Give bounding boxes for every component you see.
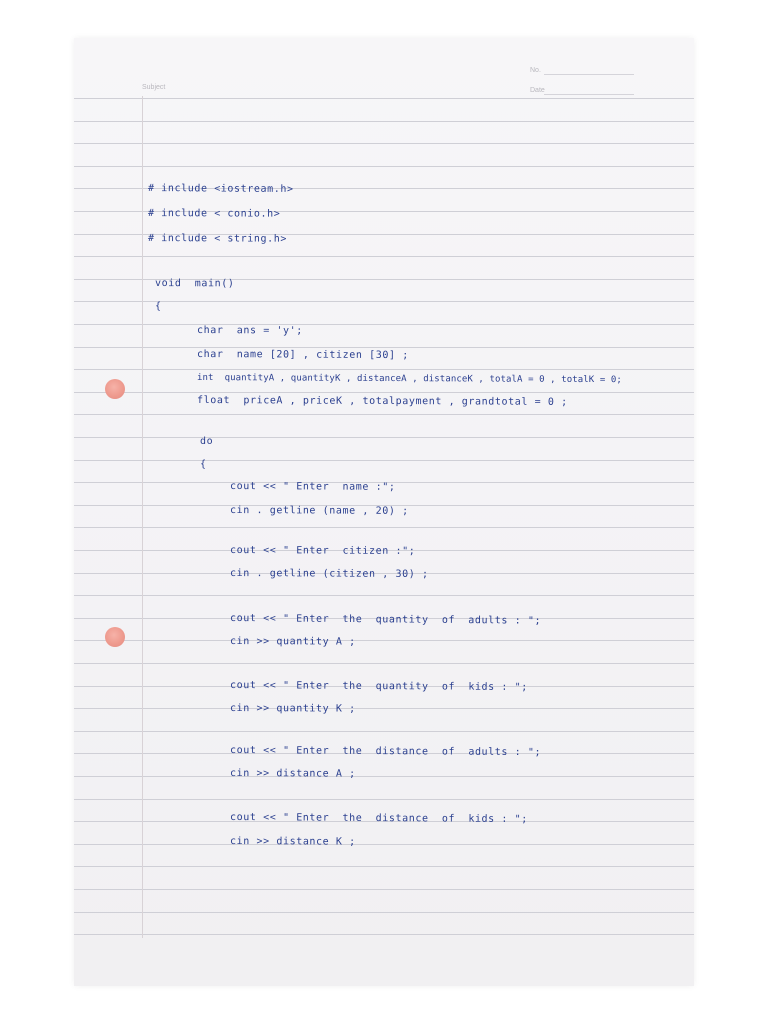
date-field-line [544, 94, 634, 95]
ruled-line [74, 121, 694, 122]
punch-hole-top [105, 379, 125, 399]
code-line-cout-distance-kids: cout << " Enter the distance of kids : "; [229, 812, 528, 826]
ruled-line [74, 347, 694, 348]
ruled-line [74, 663, 694, 664]
code-line-cout-distance-adults: cout << " Enter the distance of adults : "; [229, 745, 542, 759]
ruled-line [74, 934, 694, 935]
number-field-line [544, 74, 634, 75]
code-line-cin-quantity-adults: cin >> quantity A ; [229, 636, 356, 648]
code-line-do: do [200, 436, 214, 447]
code-line-void-main: void main() [154, 278, 235, 290]
date-label: Date [530, 87, 545, 94]
code-line-cout-quantity-adults: cout << " Enter the quantity of adults : "; [229, 613, 542, 627]
code-line-int-declarations: int quantityA , quantityK , distanceA , distanceK , totalA = 0 , totalK = 0; [196, 373, 622, 386]
code-line-include-string: # include < string.h> [147, 233, 288, 245]
ruled-line [74, 460, 694, 461]
ruled-line [74, 889, 694, 890]
ruled-line [74, 437, 694, 438]
ruled-line [74, 844, 694, 845]
ruled-line [74, 166, 694, 167]
punch-hole-bottom [105, 627, 125, 647]
code-line-cout-quantity-kids: cout << " Enter the quantity of kids : "; [229, 680, 528, 694]
code-line-include-conio: # include < conio.h> [147, 208, 281, 220]
ruled-line [74, 776, 694, 777]
code-line-cout-citizen: cout << " Enter citizen :"; [229, 545, 416, 557]
subject-label: Subject [142, 84, 166, 91]
code-line-cin-distance-kids: cin >> distance K ; [229, 836, 356, 848]
ruled-line [74, 414, 694, 415]
code-line-include-iostream: # include <iostream.h> [147, 183, 294, 196]
ruled-line [74, 301, 694, 302]
ruled-line [74, 256, 694, 257]
code-line-open-brace-main: { [155, 301, 162, 312]
ruled-line [74, 324, 694, 325]
code-line-cin-distance-adults: cin >> distance A ; [229, 768, 356, 780]
code-line-open-brace-do: { [200, 459, 207, 470]
ruled-line [74, 866, 694, 867]
code-line-cout-name: cout << " Enter name :"; [229, 481, 396, 493]
ruled-line [74, 392, 694, 393]
number-label: No. [530, 67, 541, 74]
code-line-cin-citizen: cin . getline (citizen , 30) ; [229, 568, 429, 581]
ruled-line [74, 527, 694, 528]
ruled-line [74, 912, 694, 913]
code-line-cin-quantity-kids: cin >> quantity K ; [229, 703, 356, 715]
ruled-line [74, 98, 694, 99]
ruled-line [74, 708, 694, 709]
notebook-page [74, 38, 694, 986]
code-line-cin-name: cin . getline (name , 20) ; [229, 505, 409, 517]
margin-line [142, 96, 143, 938]
code-line-char-name-citizen: char name [20] , citizen [30] ; [196, 349, 409, 362]
code-line-char-ans: char ans = 'y'; [196, 325, 303, 337]
ruled-line [74, 369, 694, 370]
ruled-line [74, 143, 694, 144]
code-line-float-declarations: float priceA , priceK , totalpayment , grandtotal = 0 ; [196, 395, 568, 408]
ruled-line [74, 731, 694, 732]
ruled-line [74, 640, 694, 641]
ruled-line [74, 799, 694, 800]
ruled-line [74, 595, 694, 596]
